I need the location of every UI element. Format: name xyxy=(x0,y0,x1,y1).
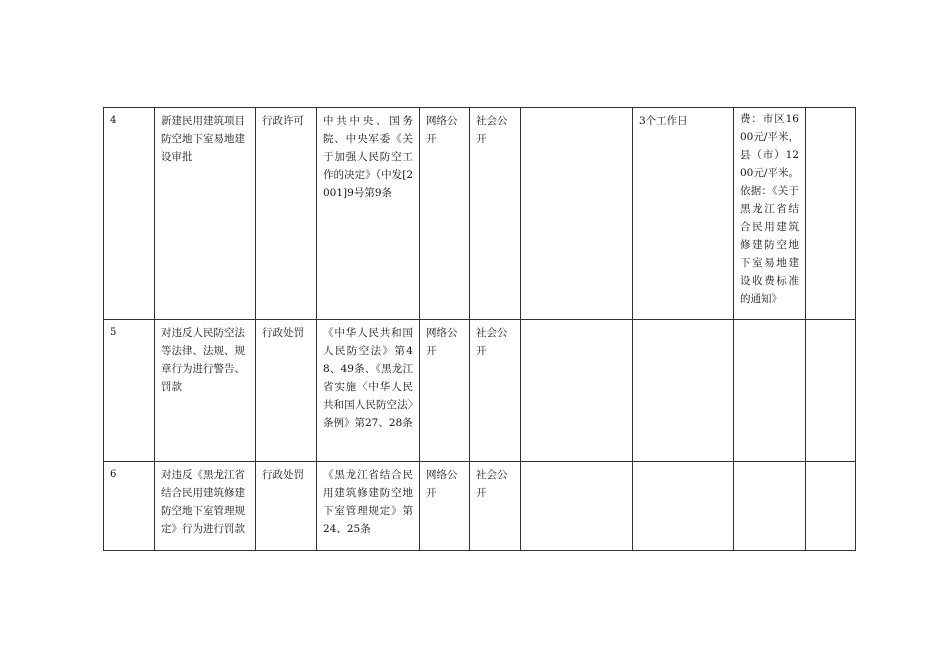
item-type: 行政许可 xyxy=(256,108,317,320)
time-limit xyxy=(633,462,734,551)
fee-basis xyxy=(734,320,806,462)
column-7-cell xyxy=(521,108,633,320)
fee-basis: 费：市区1600元/平米，县（市）1200元/平米。依据：《关于黑龙江省结合民用建筑修建防空地下室易地建设收费标准的通知》 xyxy=(734,108,806,320)
legal-basis: 《黑龙江省结合民用建筑修建防空地下室管理规定》第24、25条 xyxy=(317,462,420,551)
table-row xyxy=(104,108,856,320)
disclosure-scope: 社会公开 xyxy=(470,462,521,551)
legal-basis: 《中华人民共和国人民防空法》第48、49条、《黑龙江省实施〈中华人民共和国人民防空法〉条例》第27、28条 xyxy=(317,320,420,462)
fee-basis xyxy=(734,462,806,551)
legal-basis: 中共中央、国务院、中央军委《关于加强人民防空工作的决定》（中发[2001]9号第9条 xyxy=(317,108,420,320)
table-row xyxy=(104,462,856,551)
disclosure-scope: 社会公开 xyxy=(470,108,521,320)
time-limit xyxy=(633,320,734,462)
time-limit: 3个工作日 xyxy=(633,108,734,320)
service-list-table xyxy=(103,107,856,551)
remark-cell xyxy=(806,108,856,320)
item-type: 行政处罚 xyxy=(256,320,317,462)
column-7-cell xyxy=(521,462,633,551)
item-type: 行政处罚 xyxy=(256,462,317,551)
row-number: 4 xyxy=(104,108,155,320)
disclosure-channel: 网络公开 xyxy=(420,320,470,462)
table-row xyxy=(104,320,856,462)
disclosure-channel: 网络公开 xyxy=(420,462,470,551)
disclosure-scope: 社会公开 xyxy=(470,320,521,462)
disclosure-channel: 网络公开 xyxy=(420,108,470,320)
remark-cell xyxy=(806,320,856,462)
row-number: 6 xyxy=(104,462,155,551)
item-name: 对违反《黑龙江省结合民用建筑修建防空地下室管理规定》行为进行罚款 xyxy=(155,462,256,551)
column-7-cell xyxy=(521,320,633,462)
item-name: 新建民用建筑项目防空地下室易地建设审批 xyxy=(155,108,256,320)
item-name: 对违反人民防空法等法律、法规、规章行为进行警告、罚款 xyxy=(155,320,256,462)
remark-cell xyxy=(806,462,856,551)
row-number: 5 xyxy=(104,320,155,462)
